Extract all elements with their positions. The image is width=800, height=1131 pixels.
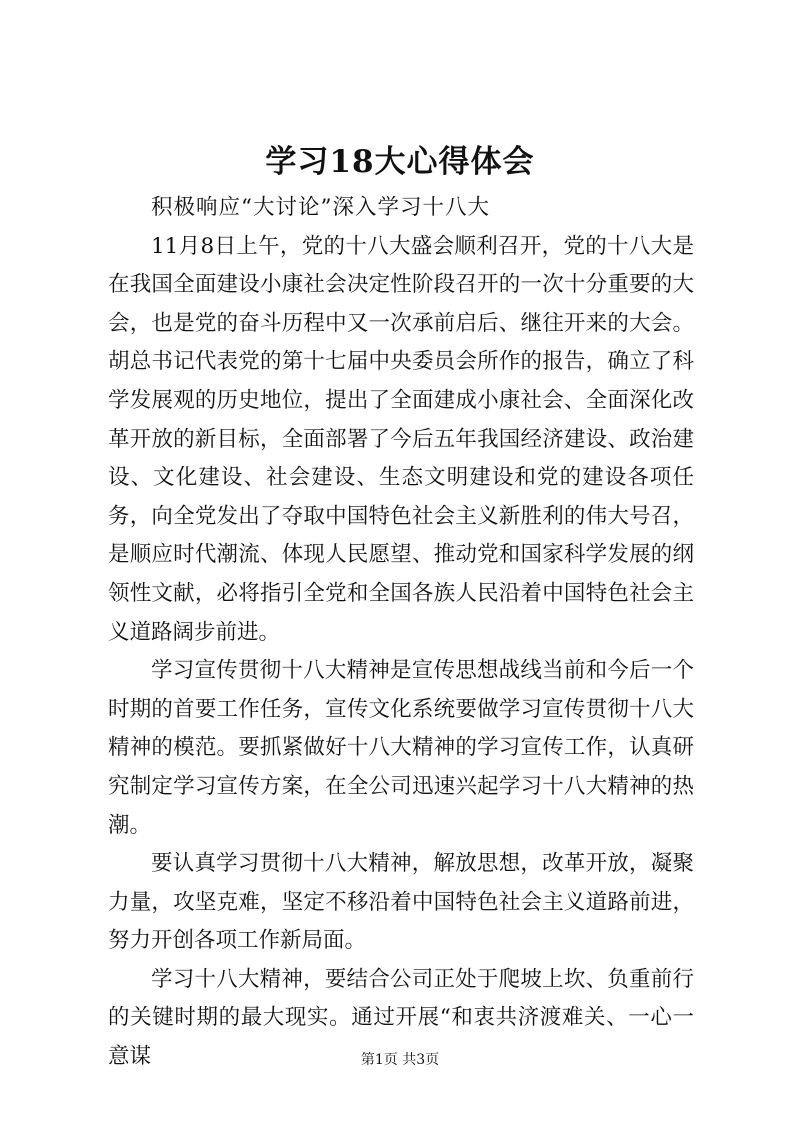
paragraph-1: 11月8日上午，党的十八大盛会顺利召开，党的十八大是在我国全面建设小康社会决定性阶段召开的一次十分重要的大会，也是党的奋斗历程中又一次承前启后、继往开来的大会。胡总书记代表党的第十七届中央委员会所作的报告，确立了科学发展观的历史地位，提出了全面建成小康社会、全面深化改革开放的新目标，全面部署了今后五年我国经济建设、政治建设、文化建设、社会建设、生态文明建设和党的建设各项任务，向全党发出了夺取中国特色社会主义新胜利的伟大号召，是顺应时代潮流、体现人民愿望、推动党和国家科学发展的纲领性文献，必将指引全党和全国各族人民沿着中国特色社会主义道路阔步前进。	[108, 233, 694, 645]
document-body	[108, 189, 694, 1077]
paragraph-3: 要认真学习贯彻十八大精神，解放思想，改革开放，凝聚力量，攻坚克难，坚定不移沿着中国特色社会主义道路前进，努力开创各项工作新局面。	[108, 851, 694, 954]
paragraph-2: 学习宣传贯彻十八大精神是宣传思想战线当前和今后一个时期的首要工作任务，宣传文化系统要做学习宣传贯彻十八大精神的模范。要抓紧做好十八大精神的学习宣传工作，认真研究制定学习宣传方案，在全公司迅速兴起学习十八大精神的热潮。	[108, 658, 694, 838]
page-number-footer: 第1页 共3页	[360, 1052, 440, 1068]
paragraph-4: 学习十八大精神，要结合公司正处于爬坡上坎、负重前行的关键时期的最大现实。通过开展“和衷共济渡难关、一心一意谋	[108, 966, 694, 1070]
subtitle: 积极响应“大讨论”深入学习十八大	[151, 195, 490, 220]
page-title: 学习18大心得体会	[265, 144, 535, 180]
